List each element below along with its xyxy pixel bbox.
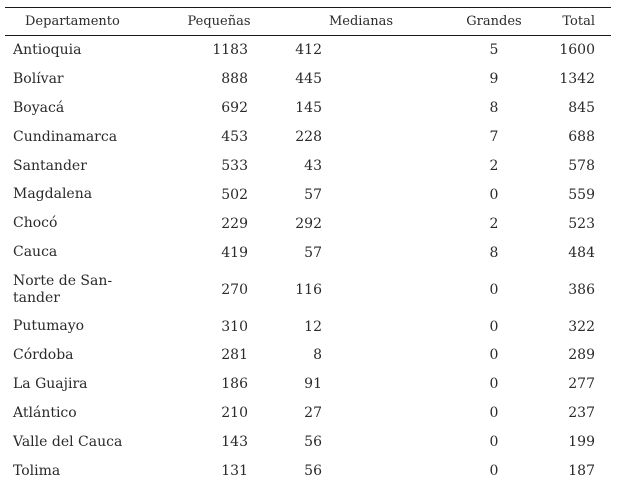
- cell-total: 845: [568, 100, 595, 117]
- data-table: [5, 7, 611, 485]
- cell-departamento: Norte de San- tander: [13, 272, 113, 306]
- cell-pequenas: 131: [221, 463, 248, 480]
- cell-pequenas: 310: [221, 318, 248, 335]
- cell-pequenas: 270: [221, 281, 248, 298]
- cell-medianas: [275, 42, 405, 58]
- cell-departamento: Atlántico: [13, 404, 77, 421]
- cell-total: 386: [568, 281, 595, 298]
- table-row: [5, 65, 611, 94]
- cell-medianas: [275, 405, 405, 421]
- cell-total: 199: [568, 434, 595, 451]
- cell-total: 688: [568, 129, 595, 146]
- table-row: [5, 457, 611, 486]
- table-row: [5, 312, 611, 341]
- table-row: [5, 180, 611, 209]
- cell-pequenas: 210: [221, 405, 248, 422]
- cell-pequenas: 229: [221, 215, 248, 232]
- cell-medianas-value: 57: [304, 186, 322, 203]
- cell-pequenas: 888: [221, 71, 248, 88]
- table-row: [5, 94, 611, 123]
- cell-medianas-value: 228: [295, 129, 322, 146]
- table-body: [5, 36, 611, 485]
- cell-pequenas: 419: [221, 244, 248, 261]
- cell-medianas-value: 56: [304, 463, 322, 480]
- cell-medianas: [275, 376, 405, 392]
- cell-grandes: 8: [489, 244, 499, 261]
- cell-departamento: Santander: [13, 157, 87, 174]
- cell-medianas: [275, 216, 405, 232]
- cell-departamento: Córdoba: [13, 346, 74, 363]
- cell-total: 578: [568, 158, 595, 174]
- cell-departamento: La Guajira: [13, 375, 88, 392]
- table-row: [5, 341, 611, 370]
- cell-medianas: [275, 347, 405, 363]
- cell-pequenas: 692: [221, 100, 248, 117]
- cell-grandes: 9: [489, 71, 499, 88]
- cell-medianas-value: 292: [295, 215, 322, 232]
- cell-medianas: [275, 71, 405, 87]
- cell-departamento: Cundinamarca: [13, 128, 118, 145]
- cell-medianas-value: 43: [304, 158, 322, 174]
- cell-medianas: [275, 129, 405, 145]
- cell-total: 322: [568, 318, 595, 335]
- cell-medianas: [275, 100, 405, 116]
- table-row: [5, 36, 611, 65]
- cell-medianas: [275, 158, 405, 174]
- cell-total: 484: [568, 244, 595, 261]
- cell-departamento: Tolima: [13, 462, 61, 479]
- cell-total: 1342: [559, 71, 595, 88]
- cell-total: 237: [568, 405, 595, 422]
- cell-total: 559: [568, 186, 595, 203]
- cell-grandes: 2: [489, 158, 499, 174]
- cell-pequenas: 502: [221, 186, 248, 203]
- cell-grandes: 0: [489, 463, 499, 480]
- cell-departamento: Antioquia: [13, 41, 82, 58]
- header-grandes: Grandes: [466, 14, 522, 29]
- cell-departamento: Putumayo: [13, 318, 85, 335]
- table-row: [5, 428, 611, 457]
- cell-departamento: Bolívar: [13, 70, 64, 87]
- table-row: [5, 399, 611, 428]
- header-departamento: Departamento: [25, 14, 120, 29]
- header-medianas: Medianas: [328, 14, 394, 29]
- header-total: Total: [562, 14, 595, 29]
- cell-departamento: Valle del Cauca: [13, 433, 123, 450]
- cell-medianas-value: 56: [304, 434, 322, 451]
- cell-medianas-value: 8: [313, 347, 322, 364]
- cell-departamento: Magdalena: [13, 186, 93, 203]
- cell-medianas: [275, 319, 405, 335]
- cell-departamento: Chocó: [13, 215, 58, 232]
- cell-departamento: Boyacá: [13, 99, 65, 116]
- cell-departamento: Cauca: [13, 244, 58, 261]
- cell-pequenas: 453: [221, 129, 248, 146]
- cell-medianas-value: 12: [304, 318, 322, 335]
- table-row: [5, 238, 611, 267]
- cell-grandes: 0: [489, 434, 499, 451]
- header-pequenas: Pequeñas: [187, 14, 251, 29]
- cell-medianas-value: 116: [295, 281, 322, 298]
- cell-medianas-value: 27: [304, 405, 322, 422]
- cell-grandes: 8: [489, 100, 499, 117]
- cell-pequenas: 186: [221, 376, 248, 393]
- cell-total: 277: [568, 376, 595, 393]
- cell-total: 289: [568, 347, 595, 364]
- cell-medianas-value: 412: [295, 42, 322, 59]
- table-row: [5, 370, 611, 399]
- cell-grandes: 7: [489, 129, 499, 146]
- table-row: [5, 267, 611, 312]
- cell-grandes: 0: [489, 281, 499, 298]
- cell-grandes: 5: [489, 42, 499, 59]
- cell-total: 523: [568, 215, 595, 232]
- table-row: [5, 123, 611, 152]
- cell-medianas: [275, 187, 405, 203]
- cell-pequenas: 281: [221, 347, 248, 364]
- table-row: [5, 209, 611, 238]
- cell-medianas: [275, 282, 405, 298]
- cell-grandes: 0: [489, 376, 499, 393]
- cell-grandes: 0: [489, 186, 499, 203]
- cell-total: 187: [568, 463, 595, 480]
- cell-medianas-value: 91: [304, 376, 322, 393]
- cell-medianas-value: 57: [304, 244, 322, 261]
- cell-grandes: 0: [489, 405, 499, 422]
- cell-medianas: [275, 463, 405, 479]
- cell-medianas-value: 445: [295, 71, 322, 88]
- cell-grandes: 0: [489, 318, 499, 335]
- cell-medianas-value: 145: [295, 100, 322, 117]
- cell-medianas: [275, 245, 405, 261]
- cell-grandes: 0: [489, 347, 499, 364]
- cell-medianas: [275, 434, 405, 450]
- table-header: [5, 8, 611, 35]
- cell-pequenas: 143: [221, 434, 248, 451]
- table-row: [5, 152, 611, 181]
- cell-total: 1600: [559, 42, 595, 59]
- cell-pequenas: 1183: [212, 42, 248, 59]
- cell-grandes: 2: [489, 215, 499, 232]
- cell-pequenas: 533: [221, 158, 248, 174]
